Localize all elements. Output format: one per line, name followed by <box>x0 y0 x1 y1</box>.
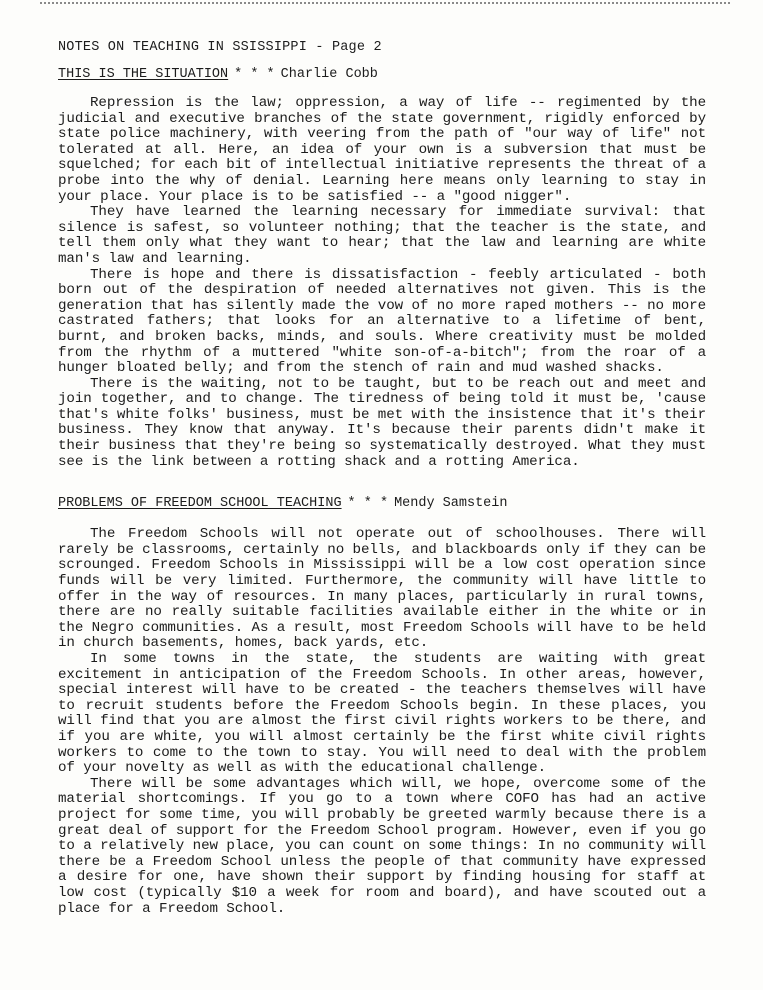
document-page <box>58 40 706 917</box>
paragraph: There is the waiting, not to be taught, but to be reach out and meet and join together, and to change. The tiredness of being told it must be, 'cause that's white folks' business, must be met with the insistence that it's their business. They know that anyway. It's because their parents didn't make it their business that they're being so systematically destroyed. What they must see is the link between a rotting shack and a rotting America. <box>58 375 706 470</box>
section-title-row <box>58 496 706 511</box>
page-header: NOTES ON TEACHING IN SSISSIPPI - Page 2 <box>58 40 382 55</box>
section-author: Mendy Samstein <box>394 496 508 512</box>
paragraph: In some towns in the state, the students are waiting with great excitement in anticipation of the Freedom Schools. In other areas, however, special interest will have to be created - the teachers themselves will have to recruit students before the Freedom Schools begin. In these places, you will find that you are almost the first civil rights workers to be there, and if you are white, you will almost certainly be the first white civil rights workers to come to the town to stay. You will need to deal with the problem of your novelty as well as with the educational challenge. <box>58 651 706 777</box>
section-heading: THIS IS THE SITUATION <box>58 67 229 82</box>
top-dotted-rule <box>40 2 730 4</box>
section-situation <box>58 67 706 470</box>
section-separator: * * * <box>347 496 389 512</box>
section-problems <box>58 496 706 917</box>
section-heading: PROBLEMS OF FREEDOM SCHOOL TEACHING <box>58 496 342 512</box>
section-title-row <box>58 67 706 82</box>
paragraph: They have learned the learning necessary for immediate survival: that silence is safest, so volunteer nothing; that the teacher is the state, and tell them only what they want to hear; that the law and learning are white man's law and learning. <box>58 204 706 267</box>
section-author: Charlie Cobb <box>280 67 378 82</box>
paragraph: The Freedom Schools will not operate out of schoolhouses. There will rarely be classrooms, certainly no bells, and blackboards only if they can be scrounged. Freedom Schools in Mississippi will be a low cost operation since funds will be very limited. Furthermore, the community will have little to offer in the way of resources. In many places, particularly in rural towns, there are no really suitable facilities available either in the white or in the Negro communities. As a result, most Freedom Schools will have to be held in church basements, homes, back yards, etc. <box>58 526 706 652</box>
section-separator: * * * <box>234 67 275 82</box>
paragraph: There will be some advantages which will, we hope, overcome some of the material shortcomings. If you go to a town where COFO has had an active project for some time, you will probably be greeted warmly because there is a great deal of support for the Freedom School program. However, even if you go to a relatively new place, you can count on some things: In no community will there be a Freedom School unless the people of that community have expressed a desire for one, have shown their support by finding housing for staff at low cost (typically $10 a week for room and board), and have scouted out a place for a Freedom School. <box>58 775 706 917</box>
paragraph: There is hope and there is dissatisfaction - feebly articulated - both born out of the despiration of needed alternatives not given. This is the generation that has silently made the vow of no more raped mothers -- no more castrated fathers; that looks for an alternative to a lifetime of bent, burnt, and broken backs, minds, and souls. Where creativity must be molded from the rhythm of a muttered "white son-of-a-bitch"; from the roar of a hunger bloated belly; and from the stench of rain and mud washed shacks. <box>58 266 706 377</box>
paragraph: Repression is the law; oppression, a way of life -- regimented by the judicial and executive branches of the state government, rigidly enforced by state police machinery, with veering from the path of "our way of life" not tolerated at all. Here, an idea of your own is a subversion that must be squelched; for each bit of intellectual initiative represents the threat of a probe into the why of denial. Learning here means only learning to stay in your place. Your place is to be satisfied -- a "good nigger". <box>58 95 706 205</box>
